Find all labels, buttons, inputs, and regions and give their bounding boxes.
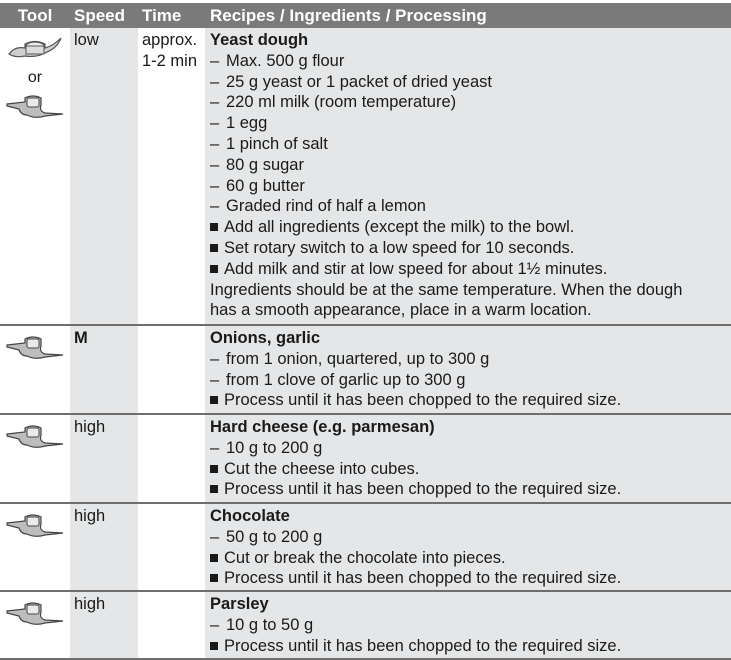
time-text: approx.	[142, 31, 198, 49]
step-item: Add all ingredients (except the milk) to the bowl.	[210, 217, 731, 238]
bullet-square-icon	[210, 465, 218, 473]
table-header	[0, 3, 731, 28]
blade-tool-icon	[5, 512, 65, 540]
tool-cell	[0, 326, 70, 413]
bullet-square-icon	[210, 485, 218, 493]
step-item: Process until it has been chopped to the required size.	[210, 479, 731, 500]
ingredient-item: – 80 g sugar	[210, 155, 304, 174]
or-label: or	[27, 69, 43, 86]
blade-tool-icon	[5, 334, 65, 362]
header-recipes: Recipes / Ingredients / Processing	[210, 6, 487, 25]
ingredient-item: – 10 g to 200 g	[210, 438, 323, 457]
time-cell	[138, 415, 205, 502]
table-row	[0, 415, 731, 504]
recipe-cell	[205, 326, 731, 413]
ingredient-item: – 1 pinch of salt	[210, 134, 328, 153]
table-row	[0, 504, 731, 592]
ingredient-item: – 1 egg	[210, 114, 268, 133]
bullet-square-icon	[210, 223, 218, 231]
blade-tool-icon	[5, 423, 65, 451]
bullet-square-icon	[210, 642, 218, 650]
step-item: Cut the cheese into cubes.	[210, 459, 731, 480]
time-cell	[138, 592, 205, 658]
ingredient-item: – 50 g to 200 g	[210, 527, 323, 546]
table-row	[0, 28, 731, 326]
recipe-title: Yeast dough	[210, 31, 309, 49]
bullet-square-icon	[210, 265, 218, 273]
tool-cell	[0, 28, 70, 324]
speed-cell: high	[70, 415, 138, 502]
tool-cell	[0, 504, 70, 590]
step-item: Cut or break the chocolate into pieces.	[210, 548, 731, 569]
kneading-tool-icon	[7, 34, 63, 64]
recipe-title: Chocolate	[210, 507, 290, 525]
time-cell	[138, 28, 205, 324]
header-tool: Tool	[17, 6, 53, 25]
bullet-square-icon	[210, 244, 218, 252]
recipe-cell	[205, 592, 731, 658]
step-item: Process until it has been chopped to the required size.	[210, 568, 731, 589]
speed-cell: high	[70, 592, 138, 658]
speed-cell: high	[70, 504, 138, 590]
time-cell	[138, 326, 205, 413]
blade-tool-icon	[5, 93, 65, 121]
header-speed: Speed	[74, 6, 126, 25]
note-text: has a smooth appearance, place in a warm location.	[210, 301, 592, 320]
ingredient-item: – 25 g yeast or 1 packet of dried yeast	[210, 72, 492, 91]
ingredient-item: – Graded rind of half a lemon	[210, 197, 426, 216]
step-item: Set rotary switch to a low speed for 10 seconds.	[210, 238, 731, 259]
tool-cell	[0, 415, 70, 502]
speed-cell: low	[70, 28, 138, 324]
blade-tool-icon	[5, 600, 65, 628]
recipe-cell	[205, 415, 731, 502]
recipe-cell	[205, 28, 731, 324]
header-time: Time	[142, 6, 182, 25]
step-item: Process until it has been chopped to the required size.	[210, 390, 731, 411]
bullet-square-icon	[210, 574, 218, 582]
recipe-table	[0, 3, 731, 660]
note-text: Ingredients should be at the same temperature. When the dough	[210, 280, 683, 299]
recipe-title: Hard cheese (e.g. parmesan)	[210, 418, 435, 436]
recipe-title: Parsley	[210, 595, 269, 613]
table-row	[0, 326, 731, 415]
tool-cell	[0, 592, 70, 658]
step-item: Add milk and stir at low speed for about 1½ minutes.	[210, 259, 731, 280]
speed-cell: M	[70, 326, 138, 413]
bullet-square-icon	[210, 554, 218, 562]
bullet-square-icon	[210, 396, 218, 404]
recipe-cell	[205, 504, 731, 590]
recipe-title: Onions, garlic	[210, 329, 321, 347]
ingredient-item: – from 1 onion, quartered, up to 300 g	[210, 349, 490, 368]
step-item: Process until it has been chopped to the required size.	[210, 636, 731, 657]
ingredient-item: – 10 g to 50 g	[210, 615, 314, 634]
ingredient-item: – 220 ml milk (room temperature)	[210, 93, 457, 112]
table-row	[0, 592, 731, 660]
time-text: 1-2 min	[142, 51, 198, 70]
ingredient-item: – from 1 clove of garlic up to 300 g	[210, 370, 466, 389]
ingredient-item: – 60 g butter	[210, 176, 305, 195]
ingredient-item: – Max. 500 g flour	[210, 51, 345, 70]
time-cell	[138, 504, 205, 590]
